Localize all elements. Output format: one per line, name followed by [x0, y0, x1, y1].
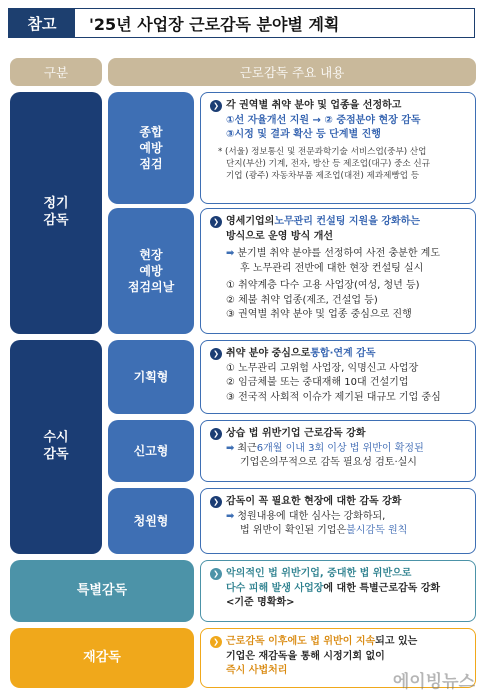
onsite-head-hl: 노무관리 컨설팅 지원을 강화하는	[274, 216, 420, 227]
comp-head: 각 권역별 취약 분야 및 업종을 선정하고	[226, 100, 402, 111]
chevron-right-icon: ❯	[210, 348, 222, 360]
comp-note-1: * (서울) 정보통신 및 전문과학기술 서비스업(중부) 산업	[218, 146, 427, 157]
column-header-category: 구분	[10, 58, 102, 86]
petition-arrow-1: 청원내용에 대한 심사는 강화하되,	[237, 510, 386, 522]
comp-line-2: ③시정 및 결과 확산 등 단계별 진행	[226, 129, 381, 140]
report-arrow-2-pre: 기업은	[240, 457, 269, 468]
comp-label-3: 점검	[139, 157, 163, 172]
onsite-arrow-2: 후 노무관리 전반에 대한 현장 컨설팅 실시	[240, 262, 424, 274]
chevron-right-icon: ❯	[210, 216, 222, 228]
comp-note-2: 단지(부산) 기계, 전자, 방산 등 제조업(대구) 중소 신규	[226, 158, 431, 169]
column-header-content: 근로감독 주요 내용	[108, 58, 476, 86]
header-tag: 참고	[9, 9, 75, 37]
category-special: 특별감독	[10, 560, 194, 622]
onsite-item-1: ① 취약계층 다수 고용 사업장(여성, 청년 등)	[226, 280, 420, 291]
arrow-right-icon: ➡	[226, 510, 235, 522]
planned-head-hl: 통합·연계 감독	[310, 348, 376, 359]
category-occasional	[10, 340, 102, 554]
occasional-label-1: 수시	[43, 430, 69, 446]
content-comprehensive	[200, 92, 476, 204]
special-line-3: <기준 명확화>	[226, 597, 295, 608]
subcategory-report: 신고형	[108, 420, 194, 482]
onsite-item-2: ② 체불 취약 업종(제조, 건설업 등)	[226, 294, 378, 306]
subcategory-petition: 청원형	[108, 488, 194, 554]
comp-label-1: 종합	[139, 124, 163, 139]
planned-item-1: ① 노무관리 고위험 사업장, 익명신고 사업장	[226, 362, 419, 374]
onsite-label-2: 예방	[139, 263, 163, 278]
subcategory-comprehensive	[108, 92, 194, 204]
comp-note-3: 기업 (광주) 자동차부품 제조업(대전) 제과제빵업 등	[226, 171, 420, 182]
onsite-label-1: 현장	[139, 247, 163, 262]
arrow-right-icon: ➡	[226, 248, 235, 259]
chevron-right-icon: ❯	[210, 496, 222, 508]
content-planned	[200, 340, 476, 414]
reinspect-line-2: 기업은 재감독을 통해 시정기회 없이	[226, 650, 385, 662]
report-arrow-1-pre: 최근	[237, 442, 257, 454]
special-line-1: 악의적인 법 위반기업, 중대한 법 위반으로	[226, 568, 412, 579]
onsite-item-3: ③ 권역별 취약 분야 및 업종 중심으로 진행	[226, 309, 412, 320]
comp-line-1: ①선 자율개선 지원 → ② 중점분야 현장 감독	[226, 114, 421, 126]
planned-item-2: ② 임금체불 또는 중대재해 10대 건설기업	[226, 377, 409, 388]
page-header	[8, 8, 475, 38]
subcategory-planned: 기획형	[108, 340, 194, 414]
occasional-label-2: 감독	[43, 447, 69, 462]
onsite-arrow-1: 분기별 취약 분야를 선정하여 사전 충분한 계도	[237, 248, 441, 259]
petition-head: 감독이 꼭 필요한 현장에 대한 감독 강화	[226, 496, 402, 507]
planned-head-pre: 취약 분야 중심으로	[226, 348, 311, 359]
comp-label-2: 예방	[139, 140, 163, 155]
subcategory-onsite	[108, 208, 194, 334]
report-arrow-1-hl: 6개월 이내 3회 이상 법 위반이 확정된	[256, 442, 424, 454]
watermark-logo: 에이빙뉴스	[392, 672, 475, 692]
onsite-head-2: 방식으로 운영 방식 개선	[226, 230, 334, 242]
reinspect-line-3: 즉시 사법처리	[226, 665, 288, 676]
category-reinspect: 재감독	[10, 628, 194, 688]
page-title: '25년 사업장 근로감독 분야별 계획	[89, 14, 340, 34]
special-line-2-hl: 다수 피해 발생 사업장	[226, 582, 324, 594]
content-special	[200, 560, 476, 622]
category-regular	[10, 92, 102, 334]
content-petition	[200, 488, 476, 554]
report-arrow-2-post: 의무적으로 감독 필요성 검토·실시	[268, 457, 417, 468]
content-onsite	[200, 208, 476, 334]
chevron-right-icon: ❯	[210, 100, 222, 112]
special-line-2-post: 에 대한 특별근로감독 강화	[323, 582, 441, 594]
reinspect-line-1-post: 되고 있는	[375, 636, 418, 647]
regular-label-1: 정기	[43, 196, 69, 212]
content-report	[200, 420, 476, 482]
onsite-label-3: 점검의날	[127, 280, 175, 295]
regular-label-2: 감독	[43, 213, 69, 228]
reinspect-line-1-hl: 근로감독 이후에도 법 위반이 지속	[226, 636, 376, 647]
chevron-right-icon: ❯	[210, 568, 222, 580]
chevron-right-icon: ❯	[210, 636, 222, 648]
petition-arrow-2-pre: 법 위반이 확인된 기업은	[240, 525, 347, 536]
planned-item-3: ③ 전국적 사회적 이슈가 제기된 대규모 기업 중심	[226, 391, 441, 403]
petition-arrow-2-hl: 불시감독 원칙	[346, 525, 408, 536]
chevron-right-icon: ❯	[210, 428, 222, 440]
report-head: 상습 법 위반기업 근로감독 강화	[226, 428, 366, 439]
arrow-right-icon: ➡	[226, 442, 235, 454]
onsite-head-pre: 영세기업의	[226, 216, 275, 227]
